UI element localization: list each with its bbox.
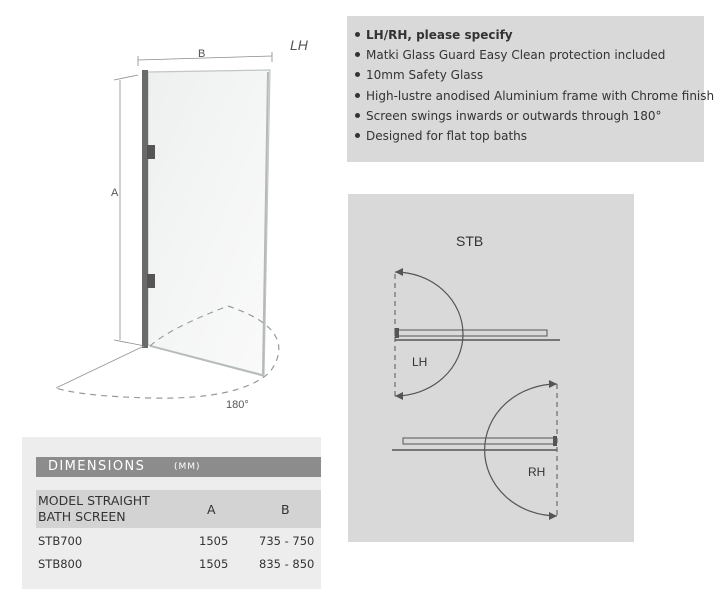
feature-item: High-lustre anodised Aluminium frame with Chrome finish bbox=[355, 86, 704, 106]
dimensions-title: DIMENSIONS bbox=[48, 459, 146, 474]
bottom-hinge bbox=[147, 274, 155, 288]
row-b: 835 - 850 bbox=[259, 557, 315, 571]
dimensions-table bbox=[22, 437, 321, 589]
feature-item: Designed for flat top baths bbox=[355, 126, 704, 146]
row-a: 1505 bbox=[199, 557, 229, 571]
top-hinge bbox=[147, 145, 155, 159]
column-header-model-line2: BATH SCREEN bbox=[38, 509, 126, 524]
row-model: STB800 bbox=[38, 557, 83, 571]
features-panel bbox=[347, 16, 715, 162]
column-header-model-line1: MODEL STRAIGHT bbox=[38, 493, 150, 508]
rh-glass-panel bbox=[403, 438, 555, 444]
bullet-icon bbox=[355, 72, 360, 77]
wall-profile bbox=[142, 70, 148, 348]
feature-item: 10mm Safety Glass bbox=[355, 65, 704, 85]
stb-title: STB bbox=[456, 233, 484, 249]
lh-label: LH bbox=[412, 355, 428, 369]
label-b: B bbox=[198, 48, 206, 60]
dimensions-header bbox=[36, 457, 321, 477]
label-angle: 180° bbox=[226, 399, 249, 411]
row-a: 1505 bbox=[199, 534, 229, 548]
features-list bbox=[347, 16, 715, 146]
rh-label: RH bbox=[528, 465, 546, 479]
column-header-a: A bbox=[207, 502, 216, 517]
bullet-icon bbox=[355, 32, 360, 37]
lh-glass-panel bbox=[395, 330, 547, 336]
row-b: 735 - 750 bbox=[259, 534, 315, 548]
table-row bbox=[36, 557, 321, 575]
label-lh: LH bbox=[290, 37, 308, 53]
column-header-b: B bbox=[281, 502, 290, 517]
bullet-icon bbox=[355, 52, 360, 57]
stb-plan-diagram bbox=[348, 194, 634, 542]
row-model: STB700 bbox=[38, 534, 83, 548]
bullet-icon bbox=[355, 113, 360, 118]
dimensions-unit: (MM) bbox=[174, 462, 201, 472]
table-row bbox=[36, 534, 321, 552]
bullet-icon bbox=[355, 93, 360, 98]
feature-item: LH/RH, please specify bbox=[355, 25, 704, 45]
bath-screen-illustration bbox=[0, 0, 330, 420]
lh-swing-arc bbox=[395, 272, 463, 396]
glass-panel bbox=[148, 70, 270, 375]
feature-item: Screen swings inwards or outwards through 180° bbox=[355, 106, 704, 126]
stb-diagram-panel bbox=[348, 194, 634, 542]
bullet-icon bbox=[355, 133, 360, 138]
dimensions-column-header-row bbox=[36, 490, 321, 528]
feature-item: Matki Glass Guard Easy Clean protection included bbox=[355, 45, 704, 65]
label-a: A bbox=[111, 187, 119, 199]
